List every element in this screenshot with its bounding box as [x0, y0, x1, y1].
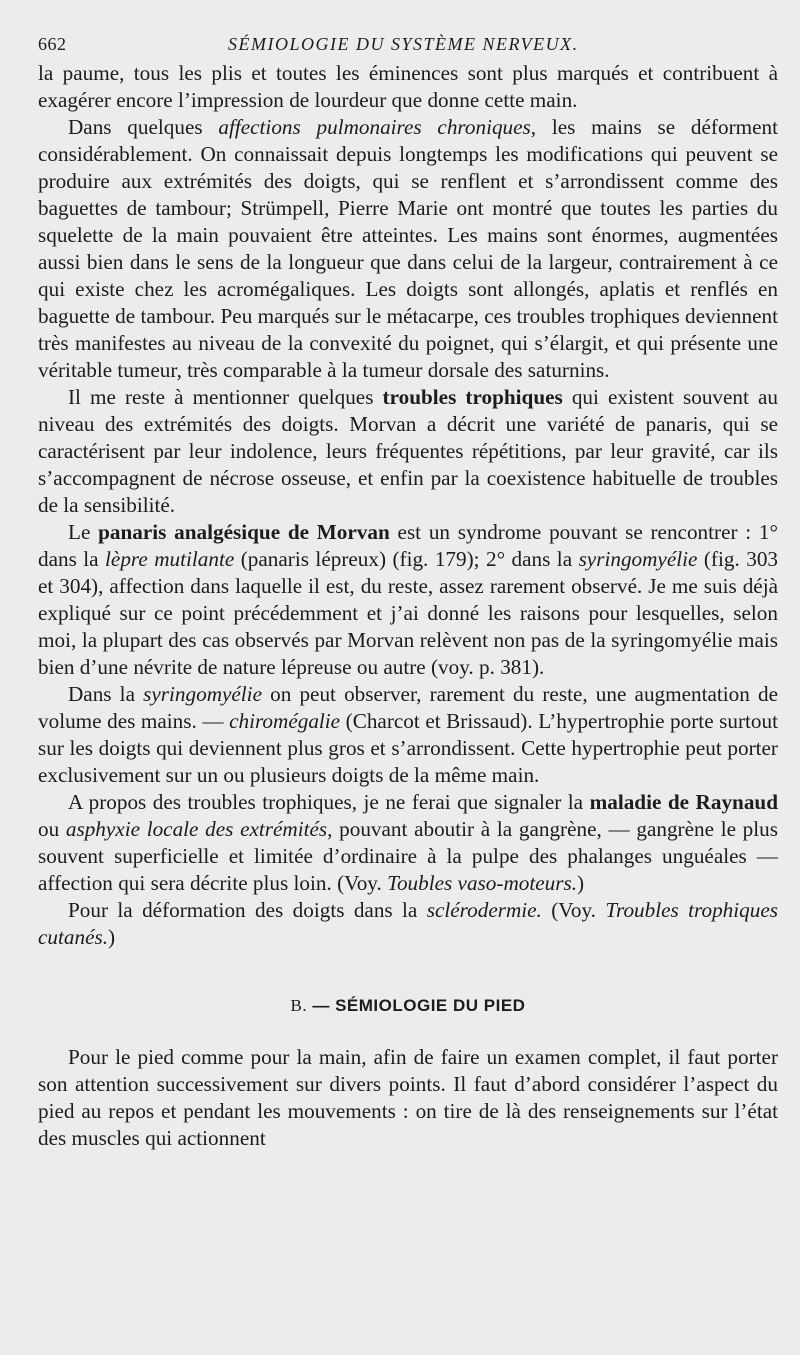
- text-run: A propos des troubles trophiques, je ne ferai que signaler la: [68, 790, 590, 814]
- italic-term: Toubles vaso-moteurs.: [387, 871, 578, 895]
- section-letter: B.: [290, 996, 308, 1015]
- italic-term: syringomyélie: [578, 547, 698, 571]
- text-run: Dans la: [68, 682, 144, 706]
- paragraph-continued: la paume, tous les plis et toutes les éminences sont plus marqués et contribuent à exagérer encore l’impression de lourdeur que donne cette main.: [38, 61, 778, 112]
- text-run: Pour la déformation des doigts dans la: [68, 898, 427, 922]
- section-heading: [38, 996, 778, 1016]
- bold-term: panaris analgésique de Morvan: [98, 520, 390, 544]
- section-title: SÉMIOLOGIE DU PIED: [335, 996, 526, 1015]
- italic-term: chiromégalie: [229, 709, 341, 733]
- paragraph-trophic: [38, 384, 778, 519]
- text-run: (Charcot et Brissaud). L’hypertrophie porte surtout sur les doigts qui deviennent plus gros et s’arrondissent. Cette hypertrophie peut porter exclusivement sur un ou plusieurs doigts de la même main.: [38, 709, 778, 787]
- text-run: on peut observer, rarement du reste, une augmentation de volume des mains. —: [38, 682, 778, 733]
- paragraph-pied: Pour le pied comme pour la main, afin de faire un examen complet, il faut porter son attention successivement sur divers points. Il faut d’abord considérer l’aspect du pied au repos et pendant les mouvements : on tire de là des renseignements sur l’état des muscles qui actionnent: [38, 1045, 778, 1150]
- paragraph-syringomyelia: [38, 681, 778, 789]
- text-run: Il me reste à mentionner quelques: [68, 385, 383, 409]
- paragraph-raynaud: [38, 789, 778, 897]
- italic-term: lèpre mutilante: [105, 547, 235, 571]
- text-run: (panaris lépreux) (fig. 179); 2° dans la: [234, 547, 579, 571]
- running-head: [38, 30, 778, 60]
- italic-term: syringomyélie: [143, 682, 262, 706]
- text-run: ): [108, 925, 116, 949]
- text-run: qui existent souvent au niveau des extrémités des doigts. Morvan a décrit une variété de panaris, qui se caractérisent par leur indolence, leurs fréquentes répétitions, par leur gravité, car ils s’accompagnent de nécrose osseuse, et enfin par la coexistence habituelle de troubles de la sensibilité.: [38, 385, 778, 517]
- page-number: 662: [38, 34, 67, 54]
- text-run: Le: [68, 520, 99, 544]
- text-run: Dans quelques: [68, 115, 219, 139]
- text-run: est un syndrome pouvant se rencontrer : 1° dans la: [38, 520, 778, 571]
- italic-term: Troubles trophiques cutanés.: [38, 898, 778, 949]
- bold-term: maladie de Raynaud: [589, 790, 778, 814]
- section-body: [38, 1044, 778, 1152]
- text-run: ): [577, 871, 585, 895]
- paragraph-sclerodermia: [38, 897, 778, 951]
- body-text: [38, 60, 778, 951]
- paragraph-morvan: [38, 519, 778, 681]
- italic-term: sclérodermie.: [426, 898, 542, 922]
- paragraph-pulmonary: [38, 114, 778, 384]
- text-run: , pouvant aboutir à la gangrène, — gangrène le plus souvent superficielle et limitée d’ordinaire à la pulpe des phalanges unguéales — affection qui sera décrite plus loin. (Voy.: [38, 817, 778, 895]
- text-run: ou: [38, 817, 66, 841]
- bold-term: troubles trophiques: [382, 385, 563, 409]
- text-run: (Voy.: [541, 898, 606, 922]
- italic-term: affections pulmonaires chroniques: [218, 115, 531, 139]
- text-run: (fig. 303 et 304), affection dans laquelle il est, du reste, assez rarement observé. Je me suis déjà expliqué sur ce point précédemment et j’ai donné les raisons pour lesquelles, selon moi, la plupart des cas observés par Morvan relèvent non pas de la syringomyélie mais bien d’une névrite de nature lépreuse ou autre (voy. p. 381).: [38, 547, 779, 679]
- italic-term: asphyxie locale des extrémités: [65, 817, 328, 841]
- running-title: SÉMIOLOGIE DU SYSTÈME NERVEUX.: [228, 34, 579, 54]
- text-run: , les mains se déforment considérablement. On connaissait depuis longtemps les modifications qui peuvent se produire aux extrémités des doigts, qui se renflent et s’arrondissent comme des baguettes de tambour; Strümpell, Pierre Marie ont montré que toutes les parties du squelette de la main pouvaient être atteintes. Les mains sont énormes, augmentées aussi bien dans le sens de la longueur que dans celui de la largeur, contrairement à ce qui existe chez les acromégaliques. Les doigts sont allongés, aplatis et renflés en baguette de tambour. Peu marqués sur le métacarpe, ces troubles trophiques deviennent très manifestes au niveau de la convexité du poignet, qui s’élargit, et qui présente une véritable tumeur, très comparable à la tumeur dorsale des saturnins.: [38, 115, 778, 382]
- section-dash: —: [307, 996, 336, 1015]
